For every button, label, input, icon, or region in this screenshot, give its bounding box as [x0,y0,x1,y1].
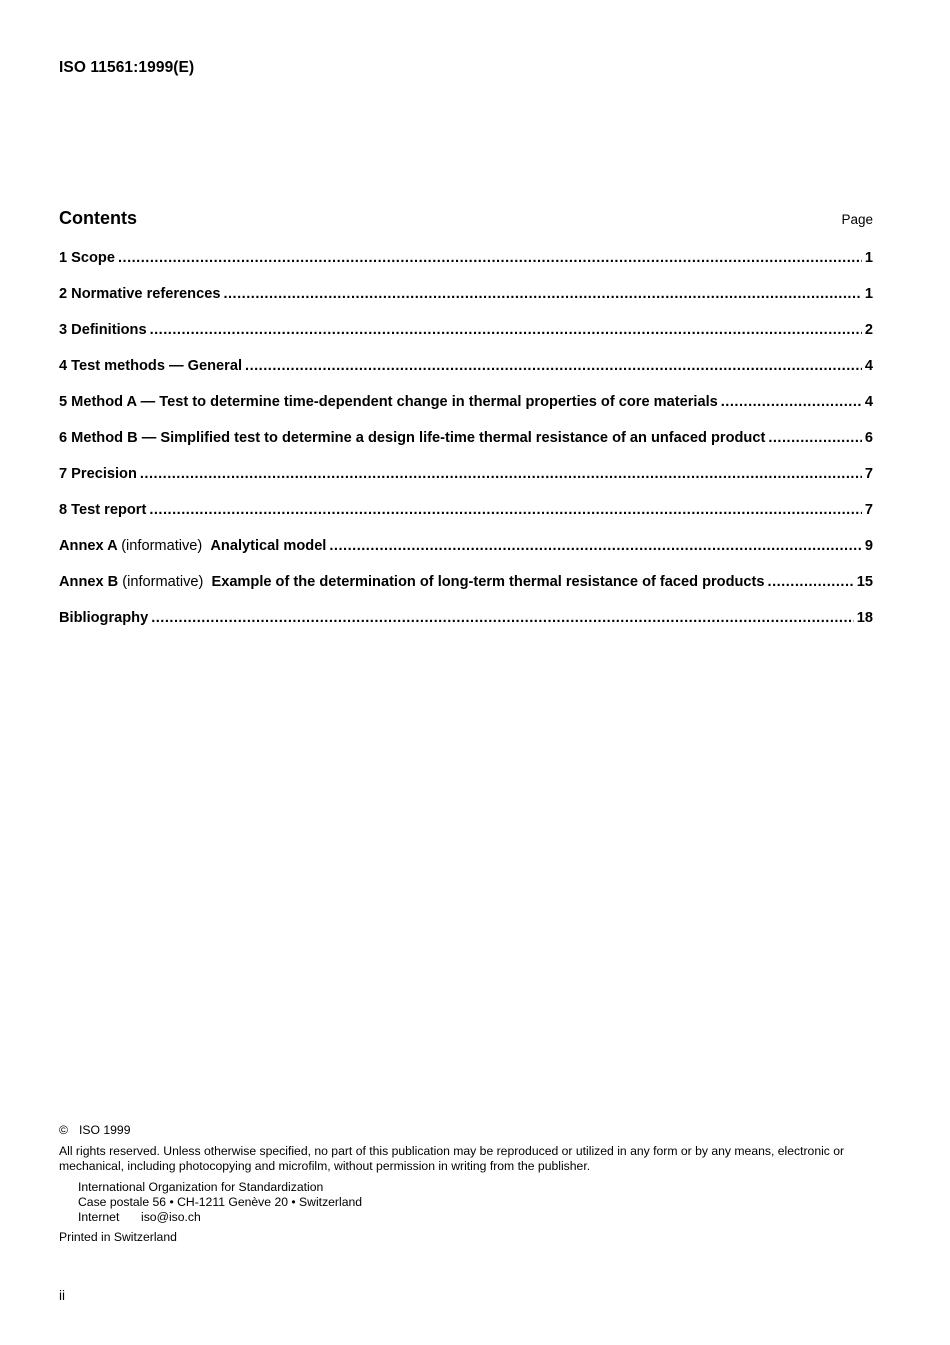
toc-entry-title: 8 Test report [59,502,147,518]
toc-entry-title: 6 Method B — Simplified test to determine a design life-time thermal resistance of an unfaced product [59,430,766,446]
toc-leader-dots [329,538,862,554]
annex-label: Annex B [59,574,119,590]
copyright-text: ISO 1999 [79,1123,131,1137]
toc-entry-normative-references[interactable] [59,286,873,322]
internet-contact [78,1210,874,1225]
annex-informative-label: (informative) [121,538,203,554]
toc-entry-method-a[interactable] [59,394,873,430]
toc-entry-bibliography[interactable] [59,610,873,646]
toc-leader-dots [150,322,862,338]
internet-email[interactable]: iso@iso.ch [141,1210,201,1224]
toc-leader-dots [768,574,854,590]
rights-statement: All rights reserved. Unless otherwise specified, no part of this publication may be reproduced or utilized in any form or by any means, electronic or mechanical, including photocopying and microfilm, without permission in writing from the publisher. [59,1144,845,1173]
toc-page-number: 6 [864,430,873,446]
copyright-line [59,1123,874,1138]
publisher-address [59,1180,874,1225]
toc-entry-test-report[interactable] [59,502,873,538]
contents-header [59,208,873,234]
toc-page-number: 1 [864,250,873,266]
annex-title: Example of the determination of long-term thermal resistance of faced products [211,574,765,590]
contents-title: Contents [59,208,137,228]
toc-leader-dots [151,610,854,626]
toc-page-number: 1 [864,286,873,302]
toc-entry-title: 1 Scope [59,250,115,266]
org-address: Case postale 56 • CH-1211 Genève 20 • Switzerland [78,1195,363,1209]
toc-entry-title: 5 Method A — Test to determine time-dependent change in thermal properties of core materials [59,394,718,410]
toc-page-number: 4 [864,394,873,410]
toc-page-number: 2 [864,322,873,338]
toc-leader-dots [118,250,862,266]
toc-leader-dots [149,502,862,518]
annex-informative-label: (informative) [122,574,204,590]
toc-leader-dots [223,286,861,302]
toc-entry-definitions[interactable] [59,322,873,358]
toc-page-number: 15 [856,574,873,590]
toc-leader-dots [245,358,862,374]
internet-label: Internet [78,1210,120,1224]
toc-entry-annex-b[interactable] [59,574,873,610]
toc-entry-annex-a[interactable] [59,538,873,574]
toc-entry-title: 2 Normative references [59,286,221,302]
toc-page-number: 18 [856,610,873,626]
toc-leader-dots [721,394,862,410]
document-id: ISO 11561:1999(E) [59,59,195,76]
copyright-footer [59,1123,874,1245]
page-number: ii [59,1288,65,1303]
toc-entry-title: 3 Definitions [59,322,147,338]
table-of-contents [59,250,873,646]
toc-entry-scope[interactable] [59,250,873,286]
toc-page-number: 7 [864,502,873,518]
toc-entry-precision[interactable] [59,466,873,502]
printed-note: Printed in Switzerland [59,1230,177,1244]
copyright-symbol: © [59,1123,68,1137]
toc-entry-title [59,538,329,554]
annex-label: Annex A [59,538,118,554]
annex-title: Analytical model [210,538,327,554]
toc-entry-title: Bibliography [59,610,149,626]
toc-page-number: 9 [864,538,873,554]
page-column-label: Page [841,212,873,227]
toc-entry-title: 4 Test methods — General [59,358,243,374]
toc-leader-dots [140,466,862,482]
toc-leader-dots [768,430,862,446]
toc-entry-test-methods[interactable] [59,358,873,394]
toc-page-number: 4 [864,358,873,374]
org-name: International Organization for Standardization [78,1180,324,1194]
toc-entry-method-b[interactable] [59,430,873,466]
toc-entry-title: 7 Precision [59,466,137,482]
toc-entry-title [59,574,768,590]
toc-page-number: 7 [864,466,873,482]
